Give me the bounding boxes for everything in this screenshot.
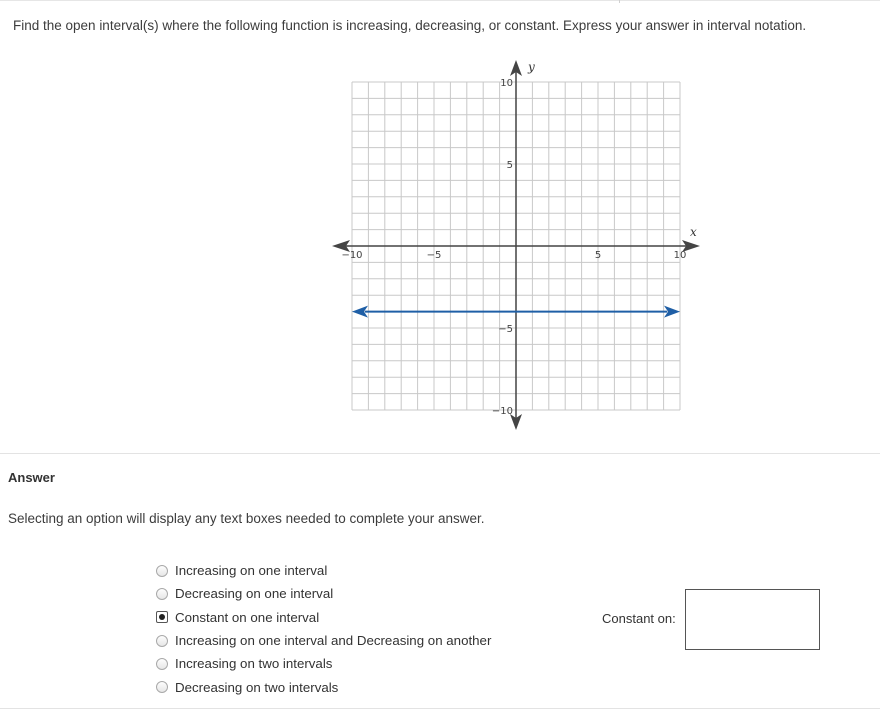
section-divider (0, 453, 880, 454)
x-tick-label: −5 (426, 250, 442, 261)
x-tick-label: 5 (594, 250, 602, 261)
x-tick-label: 10 (673, 250, 687, 261)
bottom-border (0, 708, 880, 709)
radio-button[interactable] (156, 588, 168, 600)
option-label: Increasing on one interval and Decreasing on another (175, 633, 492, 649)
question-text: Find the open interval(s) where the following function is increasing, decreasing, or constant. Express your answer in interval notation. (13, 18, 807, 33)
option-decreasing-one[interactable] (156, 582, 491, 605)
y-tick-label: 5 (506, 160, 513, 171)
y-tick-label: −10 (491, 406, 513, 417)
y-axis-label: y (528, 60, 535, 74)
option-increasing-two[interactable] (156, 652, 491, 675)
radio-button[interactable] (156, 565, 168, 577)
radio-button[interactable] (156, 611, 168, 623)
option-increasing-one[interactable] (156, 559, 491, 582)
option-increasing-and-decreasing[interactable] (156, 629, 491, 652)
radio-button[interactable] (156, 635, 168, 647)
answer-heading: Answer (8, 470, 55, 485)
x-tick-label: −10 (341, 250, 363, 261)
option-label: Increasing on two intervals (175, 656, 333, 672)
option-label: Increasing on one interval (175, 563, 328, 579)
constant-on-input[interactable] (685, 589, 820, 650)
radio-button[interactable] (156, 658, 168, 670)
x-axis-label: x (690, 225, 697, 239)
option-label: Decreasing on one interval (175, 586, 334, 602)
option-label: Decreasing on two intervals (175, 679, 339, 695)
y-tick-label: −5 (498, 324, 513, 335)
option-constant-one[interactable] (156, 606, 491, 629)
radio-button[interactable] (156, 681, 168, 693)
option-decreasing-two[interactable] (156, 675, 491, 698)
constant-on-label: Constant on: (602, 611, 676, 626)
answer-instructions: Selecting an option will display any text boxes needed to complete your answer. (8, 511, 485, 526)
option-label: Constant on one interval (175, 609, 320, 625)
answer-options (156, 559, 491, 699)
y-tick-label: 10 (500, 78, 513, 89)
